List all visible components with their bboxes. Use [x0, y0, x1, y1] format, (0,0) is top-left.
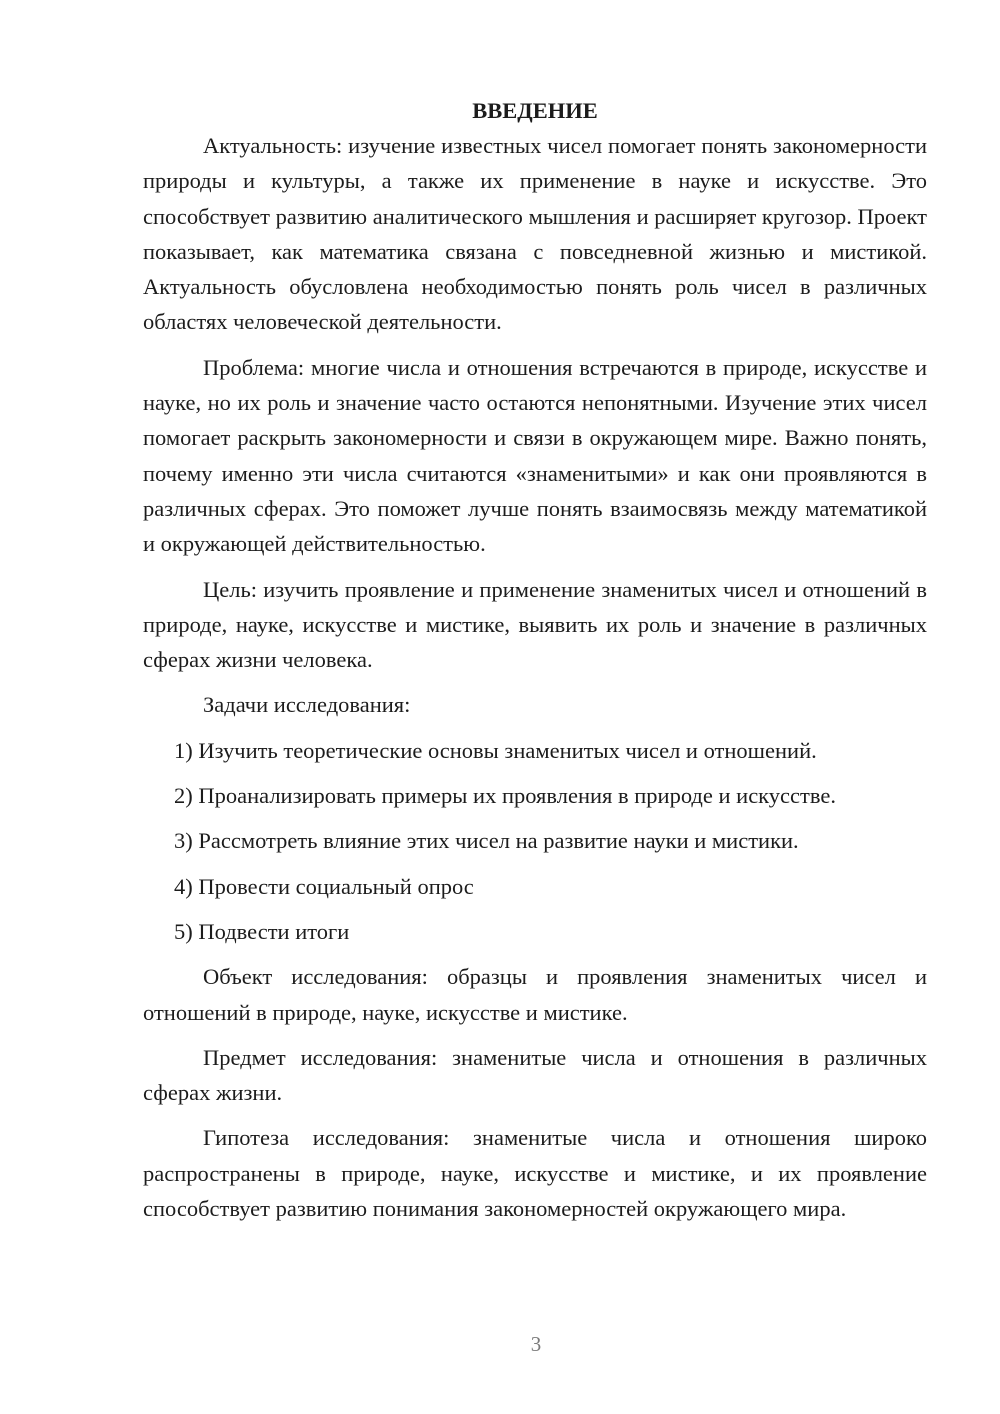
- page-content: [143, 93, 927, 1226]
- task-item: 2) Проанализировать примеры их проявления в природе и искусстве.: [174, 783, 836, 809]
- paragraph-subject: Предмет исследования: знаменитые числа и отношения в различных сферах жизни.: [143, 1044, 927, 1106]
- paragraph-relevance: Актуальность: изучение известных чисел помогает понять закономерности природы и культуры, а также их применение в науке и искусстве. Это способствует развитию аналитического мышления и расширяет кругозор. Проект показывает, как математика связана с повседневной жизнью и мистикой. Актуальность обусловлена необходимостью понять роль чисел в различных областях человеческой деятельности.: [143, 133, 927, 335]
- paragraph-object: Объект исследования: образцы и проявления знаменитых чисел и отношений в природе, науке, искусстве и мистике.: [143, 964, 927, 1025]
- tasks-list: [143, 733, 927, 949]
- paragraph-problem: Проблема: многие числа и отношения встречаются в природе, искусстве и науке, но их роль и значение часто остаются непонятными. Изучение этих чисел помогает раскрыть закономерности и связи в окружающем мире. Важно понять, почему именно эти числа считаются «знаменитыми» и как они проявляются в различных сферах. Это поможет лучше понять взаимосвязь между математикой и окружающей действительностью.: [143, 354, 927, 557]
- task-item: 3) Рассмотреть влияние этих чисел на развитие науки и мистики.: [174, 828, 799, 854]
- page-number: 3: [530, 1332, 542, 1356]
- task-item: 1) Изучить теоретические основы знаменитых чисел и отношений.: [174, 737, 817, 763]
- section-title: ВВЕДЕНИЕ: [472, 98, 598, 123]
- tasks-heading: Задачи исследования:: [203, 692, 411, 718]
- task-item: 5) Подвести итоги: [174, 918, 350, 944]
- paragraph-goal: Цель: изучить проявление и применение знаменитых чисел и отношений в природе, науке, искусстве и мистике, выявить их роль и значение в различных сферах жизни человека.: [143, 576, 927, 673]
- task-item: 4) Провести социальный опрос: [174, 873, 474, 899]
- paragraph-hypothesis: Гипотеза исследования: знаменитые числа и отношения широко распространены в природе, науке, искусстве и мистике, и их проявление способствует развитию понимания закономерностей окружающего мира.: [143, 1125, 927, 1222]
